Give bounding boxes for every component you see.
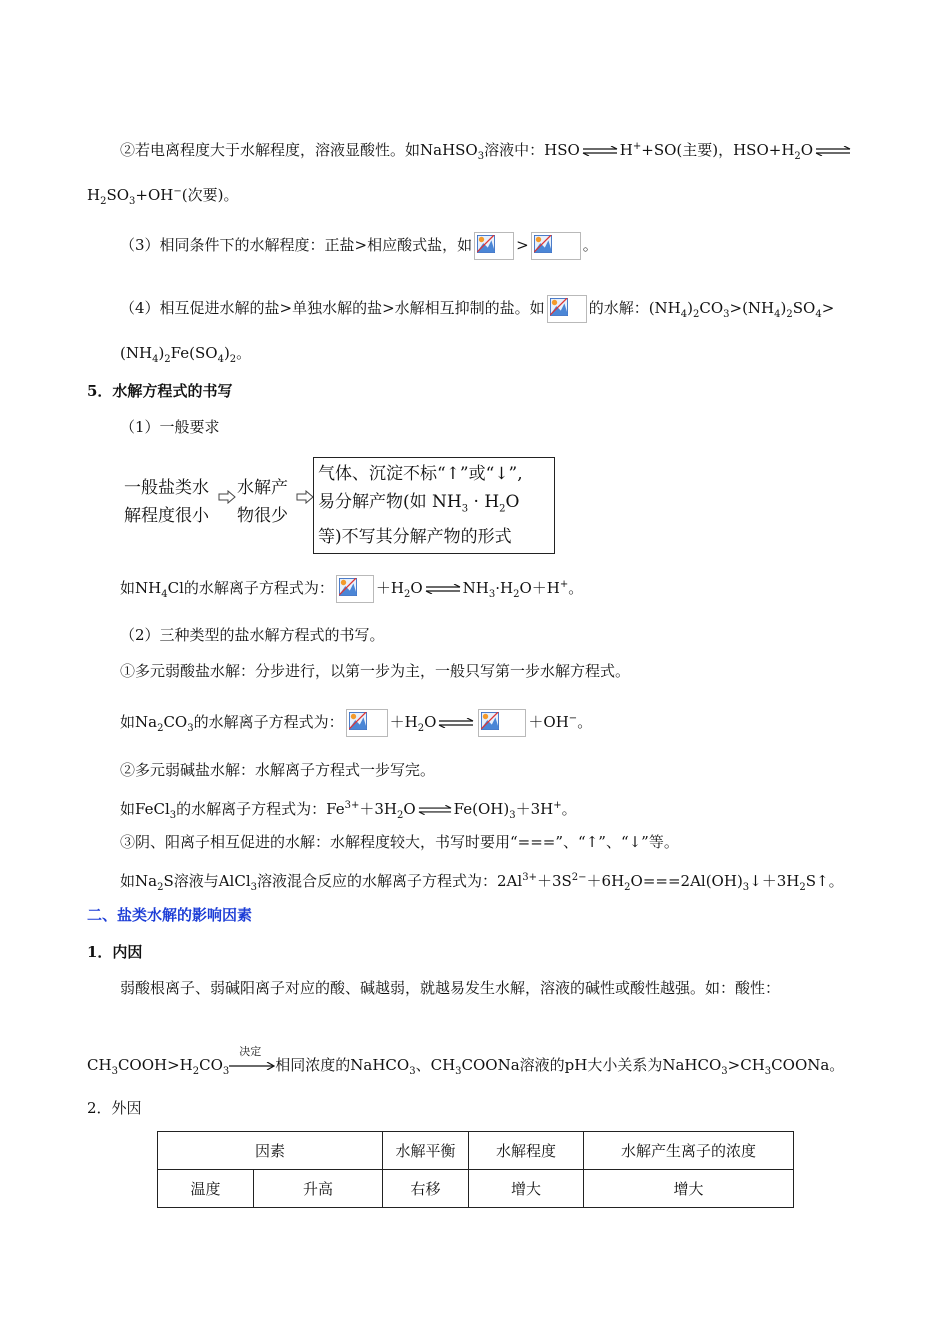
subscript: 2 bbox=[164, 354, 171, 365]
text-fragment: O===2Al(OH) bbox=[630, 872, 743, 890]
subscript: 3 bbox=[509, 810, 516, 821]
text-fragment: O bbox=[410, 579, 423, 597]
superscript: − bbox=[173, 186, 182, 197]
text-fragment: 的水解离子方程式为：Fe bbox=[176, 800, 345, 818]
subscript: 2 bbox=[157, 882, 164, 893]
subscript: 2 bbox=[499, 503, 506, 515]
subsection-heading-external: 2．外因 bbox=[87, 1099, 142, 1117]
text-fragment: +OH bbox=[135, 186, 174, 204]
subscript: 2 bbox=[786, 309, 793, 320]
text-fragment: O＋H bbox=[519, 579, 560, 597]
paragraph-mutual-promoted-hydrolysis: ③阴、阳离子相互促进的水解：水解程度较大，书写时要用“===”、“↑”、“↓”等。 bbox=[120, 833, 679, 851]
subscript: 3 bbox=[742, 882, 750, 893]
subscript: 2 bbox=[192, 1066, 200, 1077]
superscript: 3+ bbox=[522, 872, 537, 883]
flow-text: 物很少 bbox=[237, 506, 288, 526]
text-fragment: 。 bbox=[577, 713, 593, 731]
paragraph-normal-vs-acid-salt bbox=[120, 232, 598, 260]
text-fragment: Fe(OH) bbox=[453, 800, 510, 818]
table-cell: 升高 bbox=[254, 1170, 383, 1208]
text-fragment: O bbox=[403, 800, 416, 818]
text-fragment: 溶液中：HSO bbox=[484, 141, 580, 159]
equilibrium-arrow-icon bbox=[418, 805, 452, 815]
text-fragment: > bbox=[821, 299, 835, 317]
paragraph-polyprotic-acid-salt: ①多元弱酸盐水解：分步进行，以第一步为主，一般只写第一步水解方程式。 bbox=[120, 662, 631, 680]
text-fragment: O bbox=[424, 713, 437, 731]
text-fragment: ＋3H bbox=[515, 800, 554, 818]
table-header-cell: 水解程度 bbox=[469, 1132, 584, 1170]
na2co3-equation bbox=[120, 709, 592, 739]
subscript: 3 bbox=[455, 1066, 462, 1077]
text-fragment: CO bbox=[199, 1056, 223, 1074]
text-fragment: 溶液混合反应的水解离子方程式为：2Al bbox=[257, 872, 523, 890]
table-header-cell: 水解产生离子的浓度 bbox=[584, 1132, 794, 1170]
flow-box-small-hydrolysis bbox=[120, 472, 213, 532]
subscript: 3 bbox=[129, 196, 136, 207]
flow-text: 气体、沉淀不标“↑”或“↓”, bbox=[318, 464, 523, 484]
text-fragment: ) bbox=[158, 344, 165, 362]
subscript: 3 bbox=[723, 309, 730, 320]
broken-image-icon bbox=[478, 709, 526, 737]
subscript: 2 bbox=[229, 354, 237, 365]
text-fragment: ＋6H bbox=[586, 872, 625, 890]
text-fragment: H bbox=[619, 141, 633, 159]
text-fragment: ＋3S bbox=[536, 872, 572, 890]
paragraph-ionization-acidic bbox=[120, 137, 853, 167]
subscript: 4 bbox=[680, 309, 688, 320]
subscript: 3 bbox=[409, 1066, 416, 1077]
paragraph-polybase-salt: ②多元弱碱盐水解：水解离子方程式一步写完。 bbox=[120, 761, 436, 779]
text-fragment: · H bbox=[468, 492, 500, 512]
flow-box-rules bbox=[313, 457, 555, 554]
section-heading-influencing-factors: 二、盐类水解的影响因素 bbox=[87, 906, 253, 924]
subscript: 2 bbox=[157, 723, 164, 734]
subscript: 3 bbox=[721, 1066, 728, 1077]
subscript: 4 bbox=[217, 354, 224, 365]
text-fragment: O bbox=[800, 141, 814, 159]
broken-image-icon bbox=[336, 575, 374, 603]
paragraph-secondary-hydrolysis bbox=[87, 182, 238, 212]
text-fragment: H bbox=[87, 186, 101, 204]
text-fragment: ＋H bbox=[375, 579, 404, 597]
subscript: 2 bbox=[417, 723, 425, 734]
text-fragment: ＋3H bbox=[359, 800, 397, 818]
subscript: 2 bbox=[513, 589, 520, 600]
superscript: − bbox=[568, 713, 578, 724]
text-fragment: (NH bbox=[120, 344, 153, 362]
subscript: 3 bbox=[764, 1066, 772, 1077]
broken-image-icon bbox=[474, 232, 514, 260]
text-fragment: +SO(主要)，HSO+H bbox=[641, 141, 795, 159]
text-fragment: 相同浓度的NaHCO bbox=[275, 1056, 410, 1074]
equilibrium-arrow-icon bbox=[438, 718, 474, 728]
subscript: 4 bbox=[774, 309, 781, 320]
superscript: + bbox=[632, 141, 642, 152]
text-fragment: >CH bbox=[727, 1056, 765, 1074]
determines-arrow bbox=[229, 1045, 275, 1076]
text-fragment: ) bbox=[223, 344, 230, 362]
text-fragment: ·H bbox=[495, 579, 514, 597]
text-fragment: S↑。 bbox=[805, 872, 844, 890]
text-fragment: ↓＋3H bbox=[749, 872, 800, 890]
right-arrow-icon bbox=[229, 1062, 275, 1070]
fecl3-equation bbox=[120, 796, 577, 826]
broken-image-icon bbox=[531, 232, 581, 260]
equilibrium-arrow-icon bbox=[815, 146, 851, 156]
na2s-alcl3-equation bbox=[120, 868, 844, 898]
subscript: 4 bbox=[161, 589, 168, 600]
broken-image-icon bbox=[547, 295, 587, 323]
text-fragment: Fe(SO bbox=[170, 344, 218, 362]
superscript: + bbox=[553, 800, 562, 811]
subscript: 3 bbox=[461, 503, 469, 515]
hollow-arrow-icon bbox=[296, 490, 314, 504]
subscript: 3 bbox=[222, 1066, 230, 1077]
superscript: 2− bbox=[571, 872, 587, 883]
text-fragment: O bbox=[505, 492, 520, 512]
flow-text: 等)不写其分解产物的形式 bbox=[318, 527, 512, 548]
table-cell: 温度 bbox=[158, 1170, 254, 1208]
subscript: 2 bbox=[794, 151, 801, 162]
text-fragment: ) bbox=[687, 299, 693, 317]
subscript: 3 bbox=[169, 810, 177, 821]
nh4cl-equation bbox=[120, 575, 583, 605]
text-fragment: COOH>H bbox=[117, 1056, 193, 1074]
subscript: 2 bbox=[799, 882, 806, 893]
text-fragment: ②若电离程度大于水解程度，溶液显酸性。如NaHSO bbox=[120, 141, 478, 159]
subscript: 4 bbox=[815, 309, 822, 320]
table-cell: 右移 bbox=[383, 1170, 469, 1208]
flow-text: 解程度很小 bbox=[124, 506, 209, 526]
subsection-heading: （2）三种类型的盐水解方程式的书写。 bbox=[120, 626, 385, 644]
superscript: + bbox=[559, 579, 569, 590]
text-fragment: 如FeCl bbox=[120, 800, 170, 818]
equilibrium-arrow-icon bbox=[425, 584, 461, 594]
table-header-cell: 因素 bbox=[158, 1132, 383, 1170]
text-fragment: Cl的水解离子方程式为： bbox=[167, 579, 334, 597]
text-fragment: 、CH bbox=[415, 1056, 456, 1074]
table-row bbox=[158, 1170, 794, 1208]
subscript: 2 bbox=[100, 196, 107, 207]
paragraph-nh4-fe-so4 bbox=[120, 343, 251, 370]
subscript: 2 bbox=[692, 309, 700, 320]
subscript: 2 bbox=[396, 810, 404, 821]
text-fragment: >(NH bbox=[729, 299, 775, 317]
table-header-cell: 水解平衡 bbox=[383, 1132, 469, 1170]
flow-text bbox=[318, 488, 550, 523]
text-fragment: CO bbox=[163, 713, 188, 731]
text-fragment: CO bbox=[699, 299, 724, 317]
text-fragment: > bbox=[516, 236, 529, 254]
arrow-label: 决定 bbox=[239, 1045, 262, 1058]
subscript: 3 bbox=[111, 1066, 118, 1077]
flow-text: 一般盐类水 bbox=[124, 478, 209, 498]
subscript: 2 bbox=[624, 882, 631, 893]
subscript: 4 bbox=[152, 354, 159, 365]
text-fragment: ) bbox=[780, 299, 787, 317]
text-fragment: 。 bbox=[568, 579, 584, 597]
text-fragment: 如Na bbox=[120, 872, 158, 890]
equilibrium-arrow-icon bbox=[582, 146, 618, 156]
text-fragment: SO bbox=[106, 186, 130, 204]
superscript: 3+ bbox=[344, 800, 360, 811]
paragraph-mutual-promotion bbox=[120, 295, 834, 325]
flow-box-few-products bbox=[233, 472, 292, 532]
subscript: 3 bbox=[250, 882, 258, 893]
text-fragment: ＋OH bbox=[528, 713, 569, 731]
subscript: 3 bbox=[477, 151, 485, 162]
section-heading: 5．水解方程式的书写 bbox=[87, 382, 233, 400]
text-fragment: 的水解离子方程式为： bbox=[193, 713, 344, 731]
acid-strength-relation bbox=[87, 1045, 845, 1082]
text-fragment: （4）相互促进水解的盐>单独水解的盐>水解相互抑制的盐。如 bbox=[120, 299, 545, 317]
text-fragment: ＋H bbox=[389, 713, 418, 731]
text-fragment: S溶液与AlCl bbox=[163, 872, 251, 890]
text-fragment: 如Na bbox=[120, 713, 158, 731]
subsection-heading: （1）一般要求 bbox=[120, 418, 220, 436]
subscript: 3 bbox=[488, 589, 496, 600]
text-fragment: （3）相同条件下的水解程度：正盐>相应酸式盐，如 bbox=[120, 236, 473, 254]
text-fragment: 易分解产物(如 NH bbox=[318, 492, 462, 512]
external-factors-table bbox=[157, 1131, 794, 1208]
text-fragment: CH bbox=[87, 1056, 112, 1074]
text-fragment: (次要)。 bbox=[181, 186, 239, 204]
text-fragment: SO bbox=[792, 299, 816, 317]
text-fragment: NH bbox=[462, 579, 489, 597]
subscript: 3 bbox=[187, 723, 194, 734]
table-cell: 增大 bbox=[469, 1170, 584, 1208]
broken-image-icon bbox=[346, 709, 388, 737]
flow-text: 水解产 bbox=[237, 478, 288, 498]
text-fragment: 。 bbox=[561, 800, 577, 818]
text-fragment: 。 bbox=[236, 344, 252, 362]
text-fragment: COONa。 bbox=[771, 1056, 845, 1074]
paragraph-internal-cause: 弱酸根离子、弱碱阳离子对应的酸、碱越弱，就越易发生水解，溶液的碱性或酸性越强。如：酸性： bbox=[120, 979, 781, 997]
subsection-heading-internal: 1．内因 bbox=[87, 943, 143, 961]
text-fragment: 如NH bbox=[120, 579, 162, 597]
text-fragment: 。 bbox=[582, 236, 598, 254]
text-fragment: 的水解：(NH bbox=[588, 299, 681, 317]
subscript: 2 bbox=[403, 589, 411, 600]
table-header-row bbox=[158, 1132, 794, 1170]
text-fragment: COONa溶液的pH大小关系为NaHCO bbox=[461, 1056, 722, 1074]
table-cell: 增大 bbox=[584, 1170, 794, 1208]
